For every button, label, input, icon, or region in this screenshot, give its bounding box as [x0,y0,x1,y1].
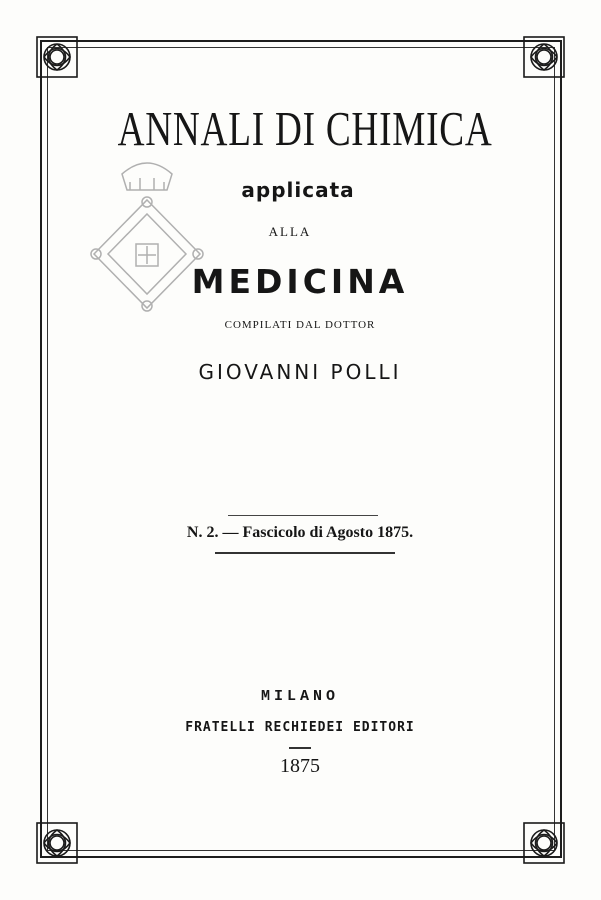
corner-ornament-bottom-left [34,820,80,866]
corner-ornament-top-left [34,34,80,80]
corner-ornament-top-right [521,34,567,80]
issue-line: N. 2. — Fascicolo di Agosto 1875. [186,524,414,541]
compiled-by-line: COMPILATI DAL DOTTOR [224,319,376,331]
corner-ornament-bottom-right [521,820,567,866]
publisher-name: FRATELLI RECHIEDEI EDITORI [185,720,415,735]
subtitle: applicata [241,178,355,202]
subject-heading: MEDICINA [191,262,409,301]
publication-place: MILANO [260,688,339,705]
issue-rule-bottom [215,552,395,554]
issue-rule-top [228,515,378,516]
author-name: GIOVANNI POLLI [198,360,402,384]
year-dash [289,747,311,749]
connector-word: ALLA [268,224,312,239]
journal-title: ANNALI DI CHIMICA [117,101,493,156]
publication-year: 1875 [280,755,320,777]
